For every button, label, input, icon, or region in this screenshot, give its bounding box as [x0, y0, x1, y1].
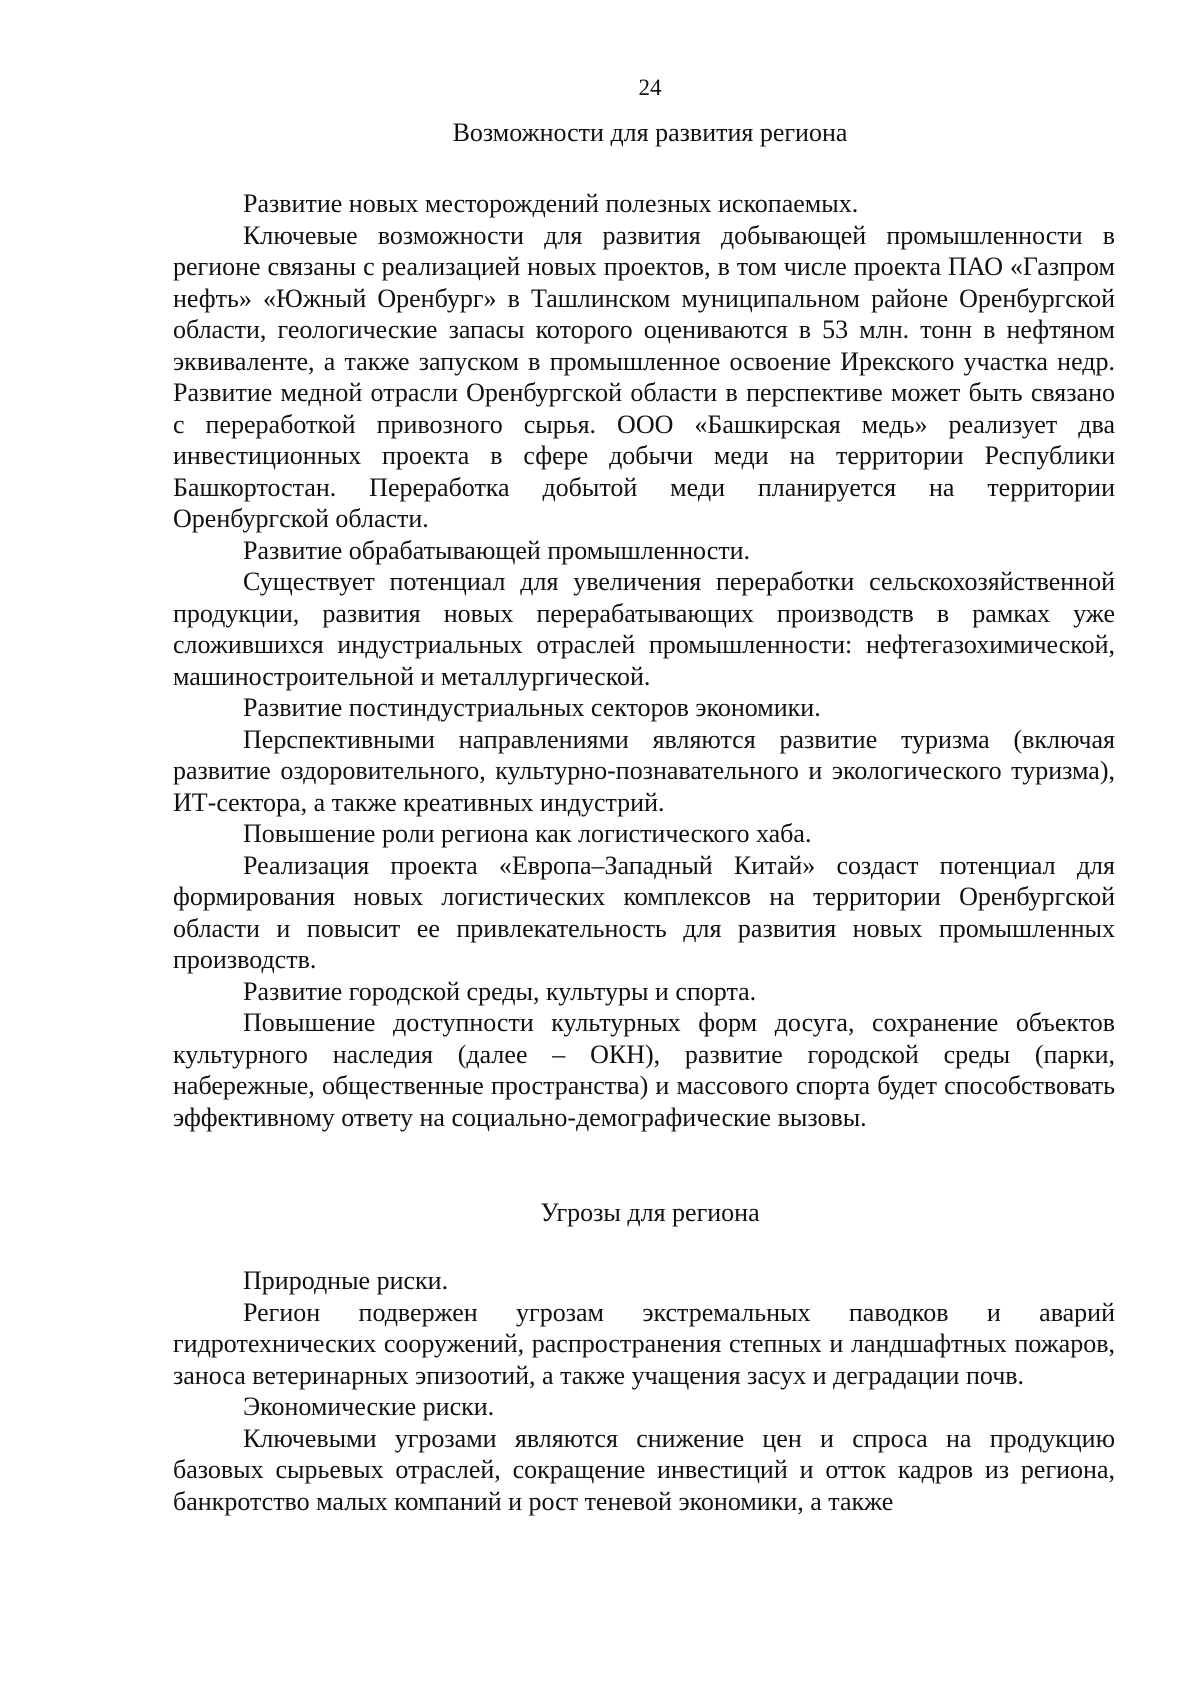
paragraph-mining-opportunities: Ключевые возможности для развития добывающей промышленности в регионе связаны с реализацией новых проектов, в том числе проекта ПАО «Газпром нефть» «Южный Оренбург» в Ташлинском муниципальном районе Оренбургской области, геологические запасы которого оцениваются в 53 млн. тонн в нефтяном эквиваленте, а также запуском в промышленное освоение Ирекского участка недр. Развитие медной отрасли Оренбургской области в перспективе может быть связано с переработкой привозного сырья. ООО «Башкирская медь» реализует два инвестиционных проекта в сфере добычи меди на территории Республики Башкортостан. Переработка добытой меди планируется на территории Оренбургской области.: [173, 220, 1115, 533]
paragraph-mineral-deposits-heading: Развитие новых месторождений полезных ископаемых.: [243, 189, 859, 218]
paragraph-manufacturing-heading: Развитие обрабатывающей промышленности.: [243, 535, 751, 565]
section-body-threats: [173, 1265, 1115, 1517]
paragraph-urban-heading: Развитие городской среды, культуры и спорта.: [243, 976, 757, 1006]
paragraph-economic-risks-heading: Экономические риски.: [243, 1392, 495, 1421]
paragraph-logistics-heading: Повышение роли региона как логистического хаба.: [243, 819, 812, 848]
paragraph-economic-risks: Ключевыми угрозами являются снижение цен и спроса на продукцию базовых сырьевых отраслей, сокращение инвестиций и отток кадров из региона, банкротство малых компаний и рост теневой экономики, а также: [173, 1423, 1115, 1516]
paragraph-natural-risks: Регион подвержен угрозам экстремальных паводков и аварий гидротехнических сооружений, распространения степных и ландшафтных пожаров, заноса ветеринарных эпизоотий, а также учащения засух и деградации почв.: [173, 1297, 1115, 1390]
paragraph-manufacturing-potential: Существует потенциал для увеличения переработки сельскохозяйственной продукции, развития новых перерабатывающих производств в рамках уже сложившихся индустриальных отраслей промышленности: нефтегазохимической, машиностроительной и металлургической.: [173, 567, 1115, 691]
paragraph-natural-risks-heading: Природные риски.: [243, 1266, 449, 1295]
page-number: 24: [638, 75, 662, 100]
section-body-opportunities: [173, 188, 1115, 1133]
paragraph-urban-culture: Повышение доступности культурных форм досуга, сохранение объектов культурного наследия (далее – ОКН), развитие городской среды (парки, набережные, общественные пространства) и массового спорта будет способствовать эффективному ответу на социально-демографические вызовы.: [173, 1008, 1115, 1132]
paragraph-logistics-project: Реализация проекта «Европа–Западный Китай» создаст потенциал для формирования новых логистических комплексов на территории Оренбургской области и повысит ее привлекательность для развития новых промышленных производств.: [173, 850, 1115, 974]
section-title-threats: Угрозы для региона: [540, 1198, 760, 1227]
section-title-opportunities: Возможности для развития региона: [452, 118, 848, 147]
paragraph-postindustrial-heading: Развитие постиндустриальных секторов экономики.: [243, 693, 821, 722]
paragraph-postindustrial-directions: Перспективными направлениями являются развитие туризма (включая развитие оздоровительного, культурно-познавательного и экологического туризма), ИТ-сектора, а также креативных индустрий.: [173, 724, 1115, 817]
